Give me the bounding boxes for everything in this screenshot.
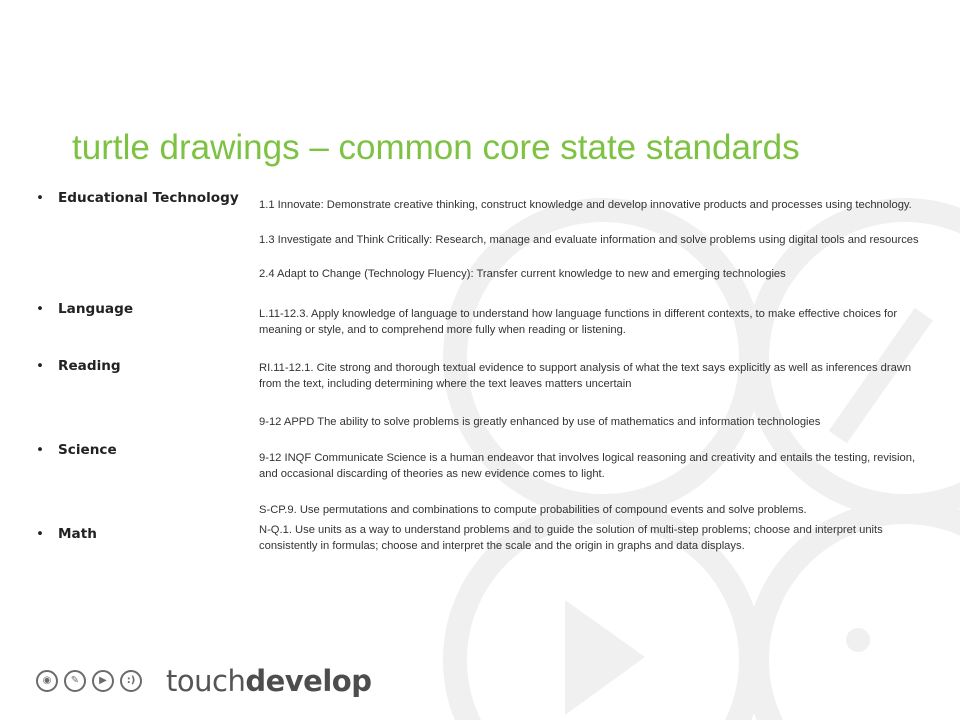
brand-part1: touch	[166, 664, 246, 698]
footer-logo	[36, 662, 371, 700]
brand-wordmark	[166, 664, 371, 698]
standard-text: S-CP.9. Use permutations and combinations to compute probabilities of compound events and solve problems.	[259, 504, 807, 516]
smiley-icon: :)	[120, 670, 142, 692]
play-icon: ▶	[92, 670, 114, 692]
bullet: •	[36, 358, 45, 374]
standard-text: RI.11-12.1. Cite strong and thorough textual evidence to support analysis of what the text says explicitly as well as inferences drawn from the text, including determining where the text leaves matters uncertain	[259, 362, 912, 390]
category-label: Educational Technology	[58, 190, 239, 206]
standard-text: L.11-12.3. Apply knowledge of language to understand how language functions in different contexts, to make effective choices for meaning or style, and to comprehend more fully when reading or listening.	[259, 308, 898, 336]
standard-text: 2.4 Adapt to Change (Technology Fluency): Transfer current knowledge to new and emerging technologies	[259, 268, 786, 280]
page-title: turtle drawings – common core state standards	[72, 128, 800, 167]
bullet: •	[36, 190, 45, 206]
category-educational-technology	[36, 190, 239, 206]
standard-text: N-Q.1. Use units as a way to understand problems and to guide the solution of multi-step problems; choose and interpret units consistently in formulas; choose and interpret the scale and the origin in graphs and data displays.	[259, 524, 883, 552]
category-label: Reading	[58, 358, 121, 374]
category-reading	[36, 358, 121, 374]
bullet: •	[36, 526, 45, 542]
bullet: •	[36, 301, 45, 317]
standard-text: 1.3 Investigate and Think Critically: Research, manage and evaluate information and solve problems using digital tools and resources	[259, 234, 919, 246]
category-label: Language	[58, 301, 134, 317]
pencil-icon: ✎	[64, 670, 86, 692]
category-label: Science	[58, 442, 117, 458]
bullet: •	[36, 442, 45, 458]
standard-text: 1.1 Innovate: Demonstrate creative thinking, construct knowledge and develop innovative products and processes using technology.	[259, 199, 912, 211]
brand-part2: develop	[245, 664, 372, 698]
category-label: Math	[58, 526, 97, 542]
category-math	[36, 526, 97, 542]
standard-text: 9-12 INQF Communicate Science is a human endeavor that involves logical reasoning and creativity and entails the testing, revision, and occasional discarding of theories as new evidence comes to light.	[259, 452, 916, 480]
category-language	[36, 301, 133, 317]
category-science	[36, 442, 117, 458]
standard-text: 9-12 APPD The ability to solve problems is greatly enhanced by use of mathematics and information technologies	[259, 416, 821, 428]
lightbulb-icon: ◉	[36, 670, 58, 692]
